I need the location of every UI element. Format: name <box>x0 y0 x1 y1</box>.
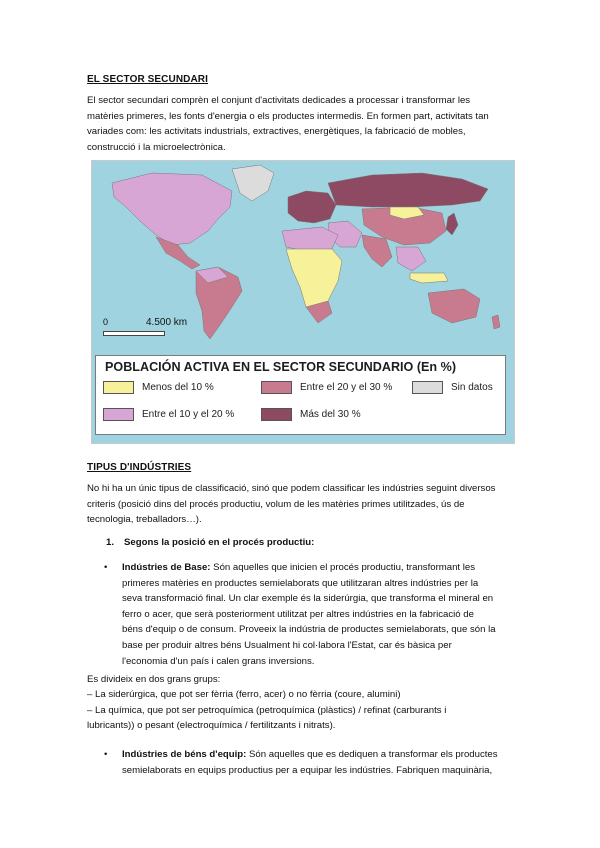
bullet-line: l'economia d'un país i calen grans inversions. <box>122 655 315 667</box>
africa-north-shape <box>282 227 338 251</box>
legend-swatch <box>261 408 292 421</box>
legend-item <box>261 408 361 421</box>
bullet-line: béns d'equip o de consum. Proveeix la indústria de productes semielaborats, que són la <box>122 624 496 636</box>
scale-bar <box>103 331 165 336</box>
intro-line: tecnologia, treballadors…). <box>87 514 202 526</box>
scale-zero: 0 <box>103 317 109 327</box>
numbered-item-number: 1. <box>106 537 115 548</box>
world-map <box>92 161 514 347</box>
legend-item <box>103 408 234 421</box>
intro-line: matèries primeres, les fonts d'energia o els productes intermedis. En formen part, activitats tan <box>87 110 489 122</box>
bullet-line: seva transformació final. Un clar exemple és la siderúrgia, que transforma el mineral en <box>122 593 494 605</box>
bullet-industries-bens-equip <box>104 747 518 778</box>
legend-swatch <box>412 381 443 394</box>
legend-swatch <box>103 381 134 394</box>
bullet-industries-base <box>104 560 518 669</box>
bullet-dot: • <box>104 749 108 760</box>
intro-line: El sector secundari comprèn el conjunt d'activitats dedicades a processar i transformar les <box>87 95 471 106</box>
bullet-term: Indústries de béns d'equip: <box>122 749 247 760</box>
intro-line: variades com: les activitats industrials, extractives, energètiques, la fabricació de mobles, <box>87 126 466 138</box>
legend-item <box>261 381 392 394</box>
bullet-text <box>122 747 518 778</box>
group-line: – La siderúrgica, que pot ser fèrria (ferro, acer) o no fèrria (coure, alumini) <box>87 689 401 701</box>
group-line: Es divideix en dos grans grups: <box>87 674 221 685</box>
group-line: lubricants)) o pesant (electroquímica / fertilitzants i nitrats). <box>87 720 336 732</box>
bullet-line: semielaborats en equips productius per a equipar les indústries. Fabriquen maquinària, <box>122 764 493 776</box>
bullet-line: primeres matèries en productes semielaborats que utilitzaran altres indústries per la <box>122 577 479 589</box>
legend-label: Más del 30 % <box>300 409 361 420</box>
legend-label: Sin datos <box>451 382 493 393</box>
tipus-industries-intro <box>87 481 515 528</box>
legend-label: Entre el 10 y el 20 % <box>142 409 235 420</box>
legend-item <box>103 381 214 394</box>
legend-item <box>412 381 493 394</box>
map-legend-area <box>92 347 514 443</box>
map-legend <box>95 355 506 435</box>
legend-label: Menos del 10 % <box>142 382 214 393</box>
intro-line: construcció i la microelectrònica. <box>87 141 226 153</box>
numbered-item-label: Segons la posició en el procés productiu: <box>124 537 315 548</box>
world-map-figure <box>91 160 515 444</box>
bullet-text <box>122 560 518 669</box>
legend-swatch <box>103 408 134 421</box>
group-line: – La química, que pot ser petroquímica (petroquímica (plàstics) / refinat (carburants i <box>87 704 447 716</box>
intro-line: No hi ha un únic tipus de classificació, sinó que podem classificar les indústries seguint diversos <box>87 483 496 494</box>
legend-label: Entre el 20 y el 30 % <box>300 382 393 393</box>
grans-grups-list <box>87 672 527 734</box>
section-title-tipus-industries: TIPUS D'INDÚSTRIES <box>87 462 192 473</box>
bullet-dot: • <box>104 562 108 573</box>
bullet-term: Indústries de Base: <box>122 562 211 573</box>
scale-distance: 4.500 km <box>146 317 188 328</box>
sector-secundari-intro <box>87 93 515 155</box>
bullet-line: Són aquelles que inicien el procés productiu, transformant les <box>210 562 476 573</box>
bullet-line: base per produir altres béns Usualment hi col·labora l'Estat, car és bàsica per <box>122 639 452 651</box>
bullet-line: ferro o acer, que serà posteriorment utilitzat per altres indústries en la fabricació de <box>122 608 474 620</box>
legend-title: POBLACIÓN ACTIVA EN EL SECTOR SECUNDARIO (En %) <box>105 360 457 374</box>
section-title-sector-secundari: EL SECTOR SECUNDARI <box>87 74 208 85</box>
europe-shape <box>288 191 336 223</box>
numbered-item <box>106 537 314 548</box>
intro-line: criteris (posició dins del procés productiu, volum de les matèries primes utilitzades, ús de <box>87 498 465 510</box>
bullet-line: Són aquelles que es dediquen a transformar els productes <box>246 749 498 760</box>
legend-swatch <box>261 381 292 394</box>
